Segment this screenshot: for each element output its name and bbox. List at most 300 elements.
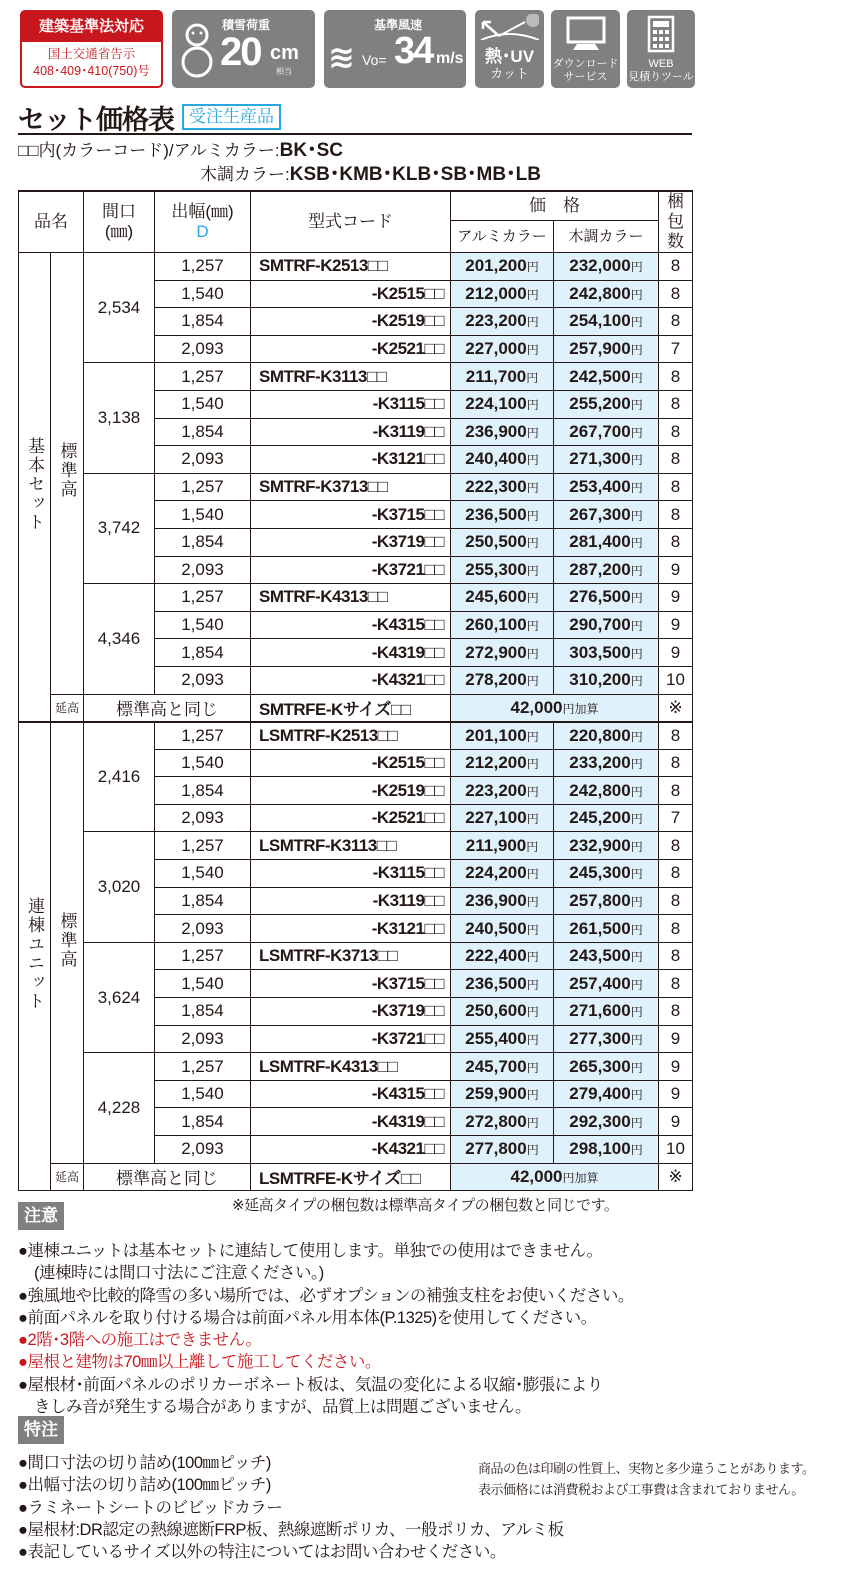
extension-size: 標準高と同じ xyxy=(84,1163,251,1191)
disclaimer-line2: 表示価格には消費税および工事費は含まれておりません。 xyxy=(478,1482,804,1497)
alu-price xyxy=(451,832,554,860)
model-code: -K4319□□ xyxy=(251,1108,451,1136)
badge-title: 建築基準法対応 xyxy=(22,12,161,42)
model-code: SMTRF-K4313□□ xyxy=(251,584,451,612)
depth-cell: 2,093 xyxy=(155,1136,251,1164)
yen-unit: 円 xyxy=(526,398,539,413)
alu-price xyxy=(451,1025,554,1053)
pack-count: 8 xyxy=(659,418,693,446)
table-row xyxy=(19,832,693,860)
wood-price xyxy=(554,804,659,832)
depth-cell: 1,854 xyxy=(155,308,251,336)
yen-unit: 円 xyxy=(630,1005,643,1020)
model-code: SMTRF-K3113□□ xyxy=(251,363,451,391)
yen-unit: 円 xyxy=(630,867,643,882)
yen-unit: 円 xyxy=(630,894,643,909)
wood-price-value: 298,100 xyxy=(569,1139,631,1159)
yen-unit: 円 xyxy=(526,950,539,965)
model-code: -K3719□□ xyxy=(251,998,451,1026)
badge-notice xyxy=(22,42,161,80)
model-code: -K2519□□ xyxy=(251,777,451,805)
special-order-item: ●間口寸法の切り詰め(100㎜ピッチ) xyxy=(18,1454,271,1472)
header-depth-label: 出幅(㎜) xyxy=(171,202,234,221)
extension-pack: ※ xyxy=(659,694,693,722)
pack-count: 10 xyxy=(659,1136,693,1164)
yen-unit: 円 xyxy=(630,950,643,965)
wood-price-value: 242,800 xyxy=(569,780,631,800)
caution-item: ●2階･3階への施工はできません。 xyxy=(18,1331,262,1350)
wood-price-value: 245,300 xyxy=(569,863,631,883)
yen-unit: 円 xyxy=(630,1115,643,1130)
pack-count: 9 xyxy=(659,1025,693,1053)
yen-unit: 円 xyxy=(630,453,643,468)
wood-price xyxy=(554,501,659,529)
pack-count: 8 xyxy=(659,887,693,915)
yen-unit: 円 xyxy=(630,260,643,275)
wood-price-value: 243,500 xyxy=(569,946,631,966)
wood-price-value: 279,400 xyxy=(569,1084,631,1104)
yen-unit: 円 xyxy=(526,756,539,771)
height-type: 標準高 xyxy=(57,442,77,500)
disclaimer xyxy=(478,1458,814,1500)
table-row xyxy=(19,942,693,970)
wood-price xyxy=(554,390,659,418)
pack-count: 8 xyxy=(659,970,693,998)
wood-price xyxy=(554,998,659,1026)
wood-price-value: 292,300 xyxy=(569,1111,631,1131)
wood-price xyxy=(554,777,659,805)
wind-unit: m/s xyxy=(436,50,464,67)
download-service-badge[interactable] xyxy=(551,10,620,88)
yen-unit: 円 xyxy=(630,315,643,330)
model-code: -K2521□□ xyxy=(251,804,451,832)
model-code: SMTRF-K3713□□ xyxy=(251,473,451,501)
caution-list xyxy=(18,1240,634,1418)
extension-price xyxy=(451,1163,659,1191)
wood-price xyxy=(554,942,659,970)
wind-value: 34 xyxy=(394,30,433,72)
height-type-cell xyxy=(51,253,84,695)
yen-unit: 円 xyxy=(630,729,643,744)
depth-cell: 1,540 xyxy=(155,749,251,777)
wood-price-value: 265,300 xyxy=(569,1056,631,1076)
pack-count: 8 xyxy=(659,777,693,805)
depth-cell: 1,257 xyxy=(155,722,251,750)
yen-unit: 円 xyxy=(630,839,643,854)
depth-cell: 1,540 xyxy=(155,970,251,998)
alu-price xyxy=(451,418,554,446)
alu-price xyxy=(451,777,554,805)
wood-price xyxy=(554,832,659,860)
wood-price-value: 253,400 xyxy=(569,477,631,497)
alu-price-value: 224,100 xyxy=(465,394,527,414)
wind-prefix: Vo= xyxy=(362,52,387,68)
page-title: セット価格表 xyxy=(18,105,174,135)
yen-unit: 円 xyxy=(526,1143,539,1158)
pack-count: 8 xyxy=(659,308,693,336)
header-code: 型式コード xyxy=(251,191,451,253)
header-depth xyxy=(155,191,251,253)
header-width-label: 間口 xyxy=(102,202,136,221)
alu-price xyxy=(451,1080,554,1108)
model-code: -K3721□□ xyxy=(251,1025,451,1053)
depth-cell: 1,854 xyxy=(155,528,251,556)
yen-unit: 円 xyxy=(526,839,539,854)
header-pack: 梱包数 xyxy=(659,191,693,253)
yen-unit: 円 xyxy=(526,1115,539,1130)
wood-price xyxy=(554,253,659,281)
width-cell: 3,138 xyxy=(84,363,155,473)
height-type-cell xyxy=(51,722,84,1164)
caution-item: (連棟時には間口寸法にご注意ください。) xyxy=(18,1264,324,1283)
yen-unit: 円 xyxy=(526,370,539,385)
wood-price xyxy=(554,611,659,639)
pack-count: 8 xyxy=(659,446,693,474)
alu-price-value: 260,100 xyxy=(465,615,527,635)
wood-price-value: 261,500 xyxy=(569,918,631,938)
yen-unit: 円 xyxy=(630,1143,643,1158)
yen-unit: 円 xyxy=(630,425,643,440)
depth-cell: 1,257 xyxy=(155,942,251,970)
alu-price xyxy=(451,804,554,832)
wind-label: 基準風速 xyxy=(374,18,423,32)
caution-item: ●強風地や比較的降雪の多い場所では、必ずオプションの補強支柱をお使いください。 xyxy=(18,1286,634,1305)
wood-price-value: 257,400 xyxy=(569,973,631,993)
yen-unit: 円 xyxy=(526,1005,539,1020)
pack-count: 8 xyxy=(659,280,693,308)
depth-cell: 2,093 xyxy=(155,804,251,832)
alu-price xyxy=(451,860,554,888)
wood-color-label: 木調カラー: xyxy=(200,165,290,184)
alu-price xyxy=(451,556,554,584)
alu-price xyxy=(451,390,554,418)
alu-price-value: 245,700 xyxy=(465,1056,527,1076)
alu-price-value: 250,600 xyxy=(465,1001,527,1021)
wood-price-value: 267,300 xyxy=(569,504,631,524)
wood-price xyxy=(554,666,659,694)
wood-price-value: 281,400 xyxy=(569,532,631,552)
yen-unit: 円 xyxy=(630,287,643,302)
yen-unit: 円 xyxy=(630,1088,643,1103)
product-name: 連棟ユニット xyxy=(25,896,44,1011)
alu-price-value: 255,400 xyxy=(465,1028,527,1048)
yen-unit: 円 xyxy=(526,674,539,689)
notice-line2: 408･409･410(750)号 xyxy=(33,64,150,78)
alu-price xyxy=(451,280,554,308)
depth-cell: 1,257 xyxy=(155,253,251,281)
wood-price-value: 290,700 xyxy=(569,615,631,635)
alu-price xyxy=(451,1053,554,1081)
model-code: LSMTRF-K2513□□ xyxy=(251,722,451,750)
wood-price xyxy=(554,363,659,391)
alu-price xyxy=(451,528,554,556)
alu-price-value: 201,100 xyxy=(465,725,527,745)
wood-price xyxy=(554,528,659,556)
table-row xyxy=(19,722,693,750)
web-line1: WEB xyxy=(648,58,674,70)
wood-price-value: 303,500 xyxy=(569,642,631,662)
yen-unit: 円 xyxy=(526,619,539,634)
special-order-item: ●表記しているサイズ以外の特注についてはお問い合わせください。 xyxy=(18,1543,506,1562)
wood-price xyxy=(554,639,659,667)
calculator-icon xyxy=(647,15,675,53)
pack-count: 9 xyxy=(659,1053,693,1081)
alu-price-value: 212,000 xyxy=(465,283,527,303)
model-code: -K3715□□ xyxy=(251,970,451,998)
model-code: SMTRF-K2513□□ xyxy=(251,253,451,281)
alu-price xyxy=(451,446,554,474)
extension-code: LSMTRFE-Kサイズ□□ xyxy=(251,1163,451,1191)
wood-price-value: 310,200 xyxy=(569,670,631,690)
depth-cell: 2,093 xyxy=(155,915,251,943)
extension-code: SMTRFE-Kサイズ□□ xyxy=(251,694,451,722)
wood-price-value: 271,300 xyxy=(569,449,631,469)
model-code: -K3119□□ xyxy=(251,887,451,915)
header-width-unit: (㎜) xyxy=(104,222,134,241)
alu-price-value: 278,200 xyxy=(465,670,527,690)
alu-price-value: 245,600 xyxy=(465,587,527,607)
pack-count: 8 xyxy=(659,942,693,970)
alu-price xyxy=(451,887,554,915)
alu-price-value: 227,000 xyxy=(465,339,527,359)
depth-cell: 2,093 xyxy=(155,556,251,584)
wood-price-value: 267,700 xyxy=(569,421,631,441)
wood-price xyxy=(554,584,659,612)
alu-price xyxy=(451,584,554,612)
pack-count: 8 xyxy=(659,363,693,391)
web-label xyxy=(627,58,695,84)
alu-price xyxy=(451,1108,554,1136)
model-code: -K4321□□ xyxy=(251,666,451,694)
model-code: -K3121□□ xyxy=(251,915,451,943)
snow-value: 20 xyxy=(220,30,261,74)
web-line2: 見積りツール xyxy=(628,71,694,83)
alu-price-value: 201,200 xyxy=(465,256,527,276)
table-row xyxy=(19,253,693,281)
wood-price xyxy=(554,473,659,501)
product-name: 基本セット xyxy=(25,436,44,532)
pack-count: 8 xyxy=(659,722,693,750)
yen-unit: 円 xyxy=(630,977,643,992)
alu-price-value: 223,200 xyxy=(465,311,527,331)
pack-count: 8 xyxy=(659,390,693,418)
yen-unit: 円 xyxy=(630,812,643,827)
pack-count: 9 xyxy=(659,611,693,639)
sun-arrow-icon xyxy=(479,14,539,40)
snow-load-badge xyxy=(172,10,315,88)
pack-count: 8 xyxy=(659,473,693,501)
yen-unit: 円 xyxy=(630,1060,643,1075)
header-alu: アルミカラー xyxy=(451,221,554,253)
special-order-item: ●ラミネートシートのビビッドカラー xyxy=(18,1498,283,1517)
model-code: -K2515□□ xyxy=(251,749,451,777)
monitor-icon xyxy=(565,16,607,52)
snow-label: 積雪荷重 xyxy=(222,18,271,32)
header-width xyxy=(84,191,155,253)
caution-item: ●前面パネルを取り付ける場合は前面パネル用本体(P.1325)を使用してください。 xyxy=(18,1308,597,1327)
yen-unit: 円 xyxy=(630,1032,643,1047)
yen-unit: 円 xyxy=(526,343,539,358)
yen-unit: 円 xyxy=(630,784,643,799)
alu-price xyxy=(451,308,554,336)
wood-price xyxy=(554,1136,659,1164)
download-line1: ダウンロード xyxy=(552,58,619,70)
pack-count: 7 xyxy=(659,335,693,363)
extension-label: 延高 xyxy=(51,694,84,722)
caution-label: 注意 xyxy=(18,1202,64,1230)
wood-price xyxy=(554,446,659,474)
yen-unit: 円 xyxy=(630,756,643,771)
yen-unit: 円 xyxy=(526,812,539,827)
alu-price xyxy=(451,611,554,639)
caution-item: ●連棟ユニットは基本セットに連結して使用します。単独での使用はできません。 xyxy=(18,1242,603,1260)
depth-cell: 1,854 xyxy=(155,418,251,446)
pack-count: 8 xyxy=(659,832,693,860)
extension-label: 延高 xyxy=(51,1163,84,1191)
wood-price-value: 242,800 xyxy=(569,283,631,303)
yen-unit: 円 xyxy=(526,867,539,882)
alu-price-value: 223,200 xyxy=(465,780,527,800)
header-depth-sub: D xyxy=(196,222,209,241)
depth-cell: 1,854 xyxy=(155,887,251,915)
alu-price xyxy=(451,363,554,391)
yen-unit: 円 xyxy=(526,1088,539,1103)
extension-price-suffix: 円加算 xyxy=(562,1170,599,1185)
header-name: 品名 xyxy=(19,191,84,253)
model-code: LSMTRF-K3113□□ xyxy=(251,832,451,860)
yen-unit: 円 xyxy=(526,536,539,551)
depth-cell: 1,854 xyxy=(155,998,251,1026)
alu-price-value: 211,900 xyxy=(465,835,527,855)
alu-price xyxy=(451,639,554,667)
snowman-icon xyxy=(180,20,214,80)
wood-price xyxy=(554,887,659,915)
depth-cell: 1,540 xyxy=(155,1080,251,1108)
depth-cell: 2,093 xyxy=(155,446,251,474)
model-code: -K3119□□ xyxy=(251,418,451,446)
wood-price xyxy=(554,1025,659,1053)
depth-cell: 1,257 xyxy=(155,363,251,391)
alu-price-value: 277,800 xyxy=(465,1139,527,1159)
caution-item: きしみ音が発生する場合がありますが、品質上は問題ございません。 xyxy=(18,1398,531,1417)
wood-color-codes xyxy=(200,164,541,186)
alu-price xyxy=(451,749,554,777)
yen-unit: 円 xyxy=(630,536,643,551)
header-wood: 木調カラー xyxy=(554,221,659,253)
pack-count: 8 xyxy=(659,501,693,529)
alu-price-value: 224,200 xyxy=(465,863,527,883)
wood-price-value: 255,200 xyxy=(569,394,631,414)
wood-price-value: 271,600 xyxy=(569,1001,631,1021)
yen-unit: 円 xyxy=(526,1032,539,1047)
wood-price xyxy=(554,418,659,446)
yen-unit: 円 xyxy=(526,481,539,496)
model-code: -K3115□□ xyxy=(251,390,451,418)
model-code: -K4319□□ xyxy=(251,639,451,667)
width-cell: 3,624 xyxy=(84,942,155,1052)
wood-price xyxy=(554,280,659,308)
alu-price-value: 255,300 xyxy=(465,559,527,579)
yen-unit: 円 xyxy=(526,646,539,661)
yen-unit: 円 xyxy=(526,260,539,275)
web-estimate-badge[interactable] xyxy=(627,10,695,88)
alu-price xyxy=(451,473,554,501)
yen-unit: 円 xyxy=(630,370,643,385)
caution-item: ●屋根材･前面パネルのポリカーボネート板は、気温の変化による収縮･膨張により xyxy=(18,1375,603,1394)
yen-unit: 円 xyxy=(630,481,643,496)
yen-unit: 円 xyxy=(526,563,539,578)
alu-price xyxy=(451,915,554,943)
alu-price-value: 272,800 xyxy=(465,1111,527,1131)
alu-price-value: 236,500 xyxy=(465,504,527,524)
alu-price-value: 240,500 xyxy=(465,918,527,938)
depth-cell: 1,257 xyxy=(155,832,251,860)
yen-unit: 円 xyxy=(526,784,539,799)
alu-price-value: 236,900 xyxy=(465,421,527,441)
building-standard-badge xyxy=(20,10,163,88)
alu-price-value: 250,500 xyxy=(465,532,527,552)
alu-price xyxy=(451,1136,554,1164)
yen-unit: 円 xyxy=(526,508,539,523)
wood-price xyxy=(554,722,659,750)
yen-unit: 円 xyxy=(526,922,539,937)
model-code: -K3115□□ xyxy=(251,860,451,888)
extension-price-value: 42,000 xyxy=(510,1166,563,1186)
special-order-item: ●屋根材:DR認定の熱線遮断FRP板、熱線遮断ポリカ、一般ポリカ、アルミ板 xyxy=(18,1520,564,1539)
depth-cell: 1,854 xyxy=(155,1108,251,1136)
depth-cell: 1,257 xyxy=(155,1053,251,1081)
yen-unit: 円 xyxy=(630,646,643,661)
model-code: -K3719□□ xyxy=(251,528,451,556)
model-code: -K4315□□ xyxy=(251,611,451,639)
yen-unit: 円 xyxy=(526,977,539,992)
depth-cell: 1,540 xyxy=(155,390,251,418)
yen-unit: 円 xyxy=(630,398,643,413)
model-code: LSMTRF-K3713□□ xyxy=(251,942,451,970)
table-row xyxy=(19,473,693,501)
alu-price-value: 212,200 xyxy=(465,752,527,772)
title-divider xyxy=(18,133,692,135)
wood-price xyxy=(554,749,659,777)
depth-cell: 1,540 xyxy=(155,501,251,529)
yen-unit: 円 xyxy=(526,894,539,909)
pack-count: 10 xyxy=(659,666,693,694)
depth-cell: 1,854 xyxy=(155,777,251,805)
width-cell: 4,346 xyxy=(84,584,155,694)
wood-price xyxy=(554,335,659,363)
alu-color-codes xyxy=(18,140,343,162)
alu-price xyxy=(451,722,554,750)
yen-unit: 円 xyxy=(630,619,643,634)
alu-price-value: 236,900 xyxy=(465,890,527,910)
wood-price-value: 287,200 xyxy=(569,559,631,579)
depth-cell: 2,093 xyxy=(155,335,251,363)
wood-price-value: 232,000 xyxy=(569,256,631,276)
alu-price-value: 272,900 xyxy=(465,642,527,662)
alu-price xyxy=(451,501,554,529)
pack-count: 9 xyxy=(659,1080,693,1108)
depth-cell: 2,093 xyxy=(155,666,251,694)
wood-price-value: 245,200 xyxy=(569,808,631,828)
depth-cell: 1,257 xyxy=(155,584,251,612)
yen-unit: 円 xyxy=(630,508,643,523)
download-label xyxy=(551,58,620,84)
yen-unit: 円 xyxy=(526,453,539,468)
pack-count: 9 xyxy=(659,639,693,667)
depth-cell: 1,854 xyxy=(155,639,251,667)
depth-cell: 1,540 xyxy=(155,860,251,888)
model-code: -K3715□□ xyxy=(251,501,451,529)
